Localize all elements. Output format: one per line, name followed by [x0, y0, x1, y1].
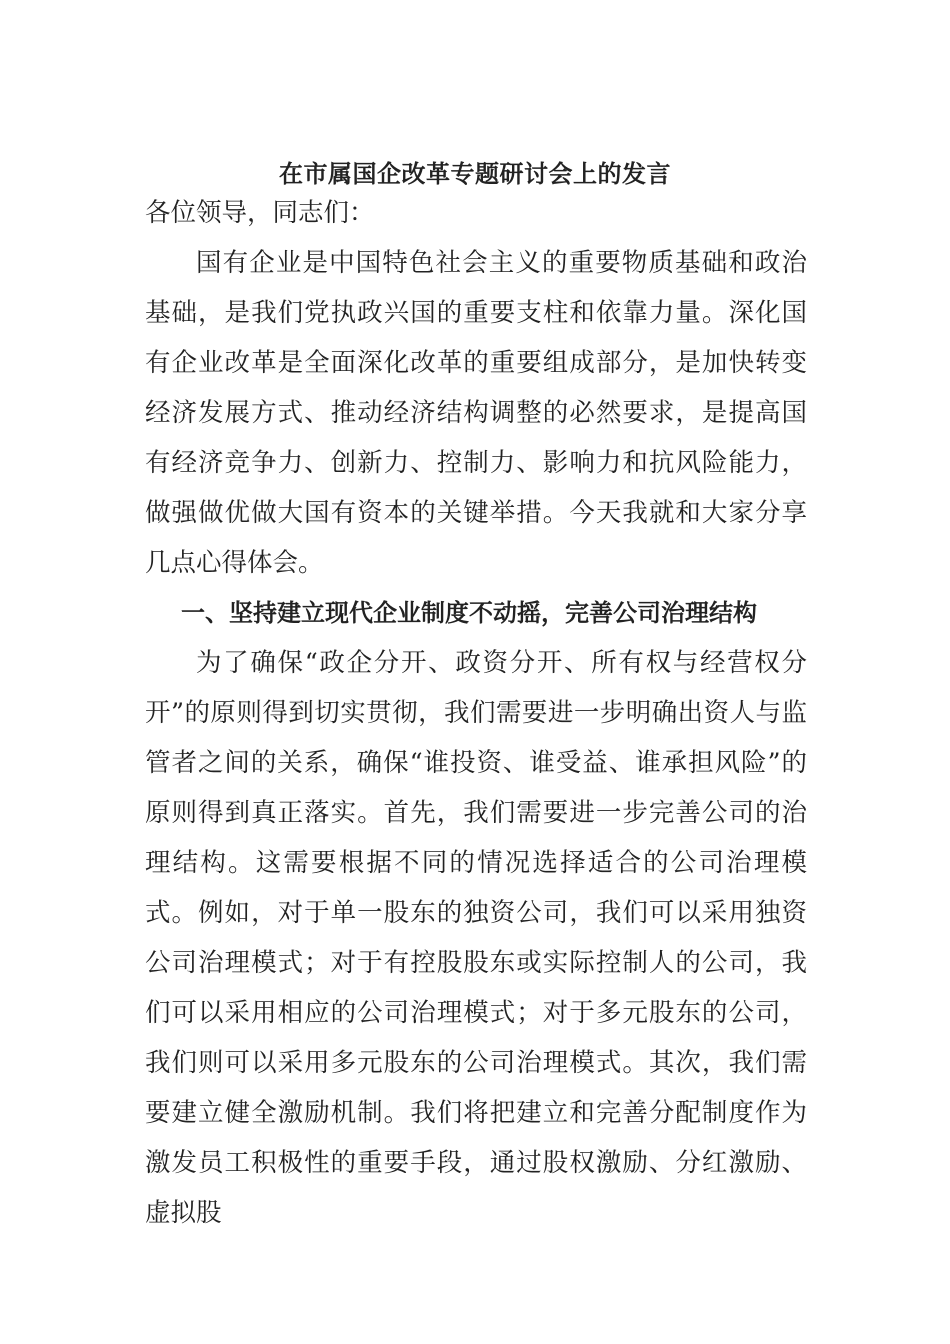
intro-paragraph: 国有企业是中国特色社会主义的重要物质基础和政治基础，是我们党执政兴国的重要支柱和依靠力量。深化国有企业改革是全面深化改革的重要组成部分，是加快转变经济发展方式、推动经济结构调整的必然要求，是提高国有经济竞争力、创新力、控制力、影响力和抗风险能力，做强做优做大国有资本的关键举措。今天我就和大家分享几点心得体会。: [145, 248, 807, 578]
section-heading-1: 一、坚持建立现代企业制度不动摇，完善公司治理结构: [181, 599, 757, 627]
section-1-paragraph: 为了确保“政企分开、政资分开、所有权与经营权分开”的原则得到切实贯彻，我们需要进一步明确出资人与监管者之间的关系，确保“谁投资、谁受益、谁承担风险”的原则得到真正落实。首先，我们需要进一步完善公司的治理结构。这需要根据不同的情况选择适合的公司治理模式。例如，对于单一股东的独资公司，我们可以采用独资公司治理模式；对于有控股股东或实际控制人的公司，我们可以采用相应的公司治理模式；对于多元股东的公司，我们则可以采用多元股东的公司治理模式。其次，我们需要建立健全激励机制。我们将把建立和完善分配制度作为激发员工积极性的重要手段，通过股权激励、分红激励、虚拟股: [145, 648, 807, 1228]
salutation: 各位领导，同志们：: [145, 198, 375, 228]
document-title: 在市属国企改革专题研讨会上的发言: [279, 160, 671, 188]
document-body: [145, 188, 807, 1238]
